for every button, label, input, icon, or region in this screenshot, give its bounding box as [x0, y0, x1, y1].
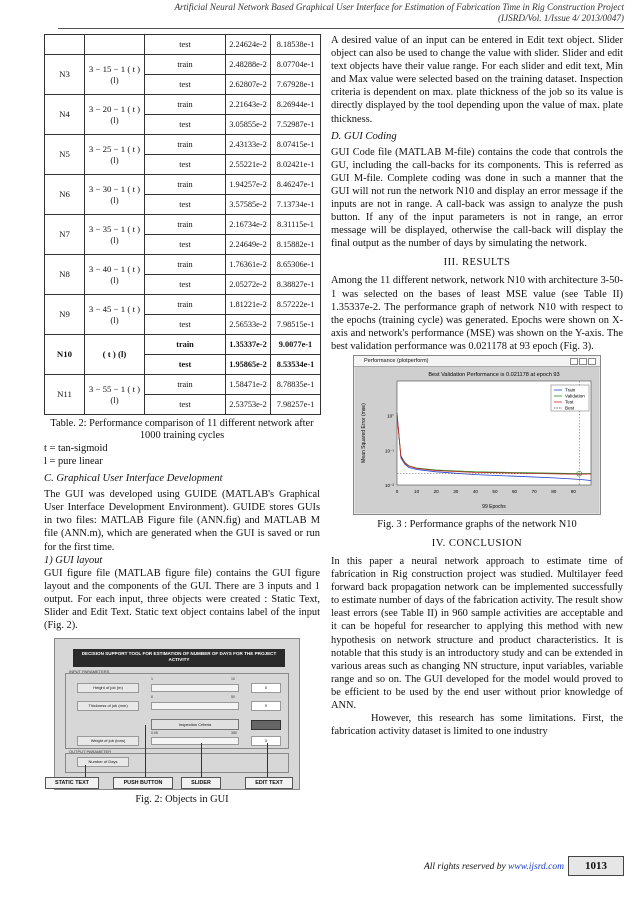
arrow-push-button: [145, 725, 146, 779]
static-text-days: Number of Days: [77, 757, 129, 767]
cell-r: 8.46247e-1: [271, 175, 321, 195]
legend-entry: Test: [565, 399, 574, 405]
slider-1-min: 1: [151, 677, 153, 682]
table-row: [45, 215, 321, 235]
results-text: Among the 11 different network, network N10 with architecture 3-50-1 was selected on the bases of least MSE value (see Table II) 1.35337e-2. The performance graph of network N10 with respect to the epochs (training cycle) was generated. Epochs were shown on X-axis and network's performance (MSE) was shown on the Y-axis. The best validation performance was 0.021178 at 93 epoch (Fig. 3).: [331, 275, 623, 352]
static-text-height: Height of job (m): [77, 683, 139, 693]
inspection-criteria-display: [251, 720, 281, 730]
network-architecture: ( t ) (l): [85, 335, 145, 375]
plot-window-title: Performance (plotperform): [354, 356, 600, 367]
cell-r: 8.31115e-1: [271, 215, 321, 235]
legend-note-l: l = pure linear: [44, 456, 103, 468]
annotation-static-text: STATIC TEXT: [45, 777, 99, 789]
cell-mse: 1.58471e-2: [226, 375, 271, 395]
static-text-thickness: Thickness of job (mm): [77, 701, 139, 711]
slider-2-min: 6: [151, 695, 153, 700]
x-tick-label: 70: [531, 488, 537, 494]
arrow-slider: [201, 743, 202, 779]
cell-r: 8.65306e-1: [271, 255, 321, 275]
edit-text-weight[interactable]: 0: [251, 736, 281, 746]
x-tick-label: 80: [551, 488, 557, 494]
cell-set: test: [145, 315, 226, 335]
close-icon[interactable]: [588, 358, 596, 365]
slider-3-min: 0.05: [151, 731, 158, 736]
cell-mse: 3.57585e-2: [226, 195, 271, 215]
conclusion-heading: IV. CONCLUSION: [431, 537, 523, 549]
x-tick-label: 10: [414, 488, 420, 494]
table-row: [45, 95, 321, 115]
network-name: N4: [45, 95, 85, 135]
output-parameter-label: OUTPUT PARAMETER: [69, 749, 112, 755]
performance-table: [44, 34, 321, 415]
cell-mse: 2.24649e-2: [226, 235, 271, 255]
x-tick-label: 20: [433, 488, 439, 494]
annotation-push-button: PUSH BUTTON: [113, 777, 173, 789]
network-architecture: 3 − 40 − 1 ( t ) (l): [85, 255, 145, 295]
cell-mse: 2.24624e-2: [226, 35, 271, 55]
cell-set: train: [145, 255, 226, 275]
cell-mse: 2.16734e-2: [226, 215, 271, 235]
cell-r: 8.07415e-1: [271, 135, 321, 155]
cell-mse: 2.21643e-2: [226, 95, 271, 115]
footer-link[interactable]: www.ijsrd.com: [508, 862, 564, 872]
cell-r: 7.98515e-1: [271, 315, 321, 335]
x-tick-label: 40: [472, 488, 478, 494]
network-architecture: 3 − 30 − 1 ( t ) (l): [85, 175, 145, 215]
legend-entry: Best: [565, 405, 575, 411]
network-architecture: 3 − 45 − 1 ( t ) (l): [85, 295, 145, 335]
x-tick-label: 90: [570, 488, 576, 494]
cell-set: train: [145, 295, 226, 315]
chart-title: Best Validation Performance is 0.021178 at epoch 93: [428, 371, 560, 378]
network-name: N3: [45, 55, 85, 95]
right-column: [331, 34, 623, 738]
slider-height[interactable]: [151, 684, 239, 692]
cell-r: 7.13734e-1: [271, 195, 321, 215]
network-name: N6: [45, 175, 85, 215]
cell-mse: 2.62807e-2: [226, 75, 271, 95]
cell-mse: 2.55221e-2: [226, 155, 271, 175]
edit-text-height[interactable]: 0: [251, 683, 281, 693]
cell-r: 9.0077e-1: [271, 335, 321, 355]
network-name: N7: [45, 215, 85, 255]
cell-r: 8.18538e-1: [271, 35, 321, 55]
fig3-caption: Fig. 3 : Performance graphs of the network N10: [377, 518, 577, 530]
cell-set: test: [145, 35, 226, 55]
table-row: [45, 135, 321, 155]
gui-figure: [54, 638, 300, 790]
table-row: [45, 335, 321, 355]
arrow-edit-text: [267, 743, 268, 779]
table-row: [45, 255, 321, 275]
y-tick-label: 10°: [387, 413, 394, 419]
network-name: N9: [45, 295, 85, 335]
cell-mse: 2.48288e-2: [226, 55, 271, 75]
cell-set: test: [145, 275, 226, 295]
edit-text-thickness[interactable]: 0: [251, 701, 281, 711]
cell-r: 8.15882e-1: [271, 235, 321, 255]
gui-layout-heading: 1) GUI layout: [44, 554, 103, 566]
section-d-text: GUI Code file (MATLAB M-file) contains the code that controls the GU, including the call-backs for its components. This is referred as GUI M-file. Complete coding was done in such a manner that the GUI will not run the network N10 and display an error message if the inputs are not in range. A call-back was assign to analyze the push button. If any of the input parameters is not in range, an error message will be displayed, otherwise the call-back will display the final output as the number of days by simulating the network.: [331, 146, 623, 250]
table-row: [45, 35, 321, 55]
performance-chart: [355, 367, 599, 513]
network-architecture: 3 − 35 − 1 ( t ) (l): [85, 215, 145, 255]
cell-set: train: [145, 335, 226, 355]
gui-layout-text: GUI figure file (MATLAB figure file) contains the GUI figure layout and the components of the GUI. There are 3 inputs and 1 output. For each input, three objects were created : Static Text, Slider and Edit Text. Static text object contains label of the input (Fig. 2).: [44, 567, 320, 632]
cell-r: 8.02421e-1: [271, 155, 321, 175]
slider-3-max: 350: [231, 731, 237, 736]
network-name: N5: [45, 135, 85, 175]
network-architecture: 3 − 55 − 1 ( t ) (l): [85, 375, 145, 415]
fig2-caption: Fig. 2: Objects in GUI: [135, 794, 229, 806]
cell-mse: 2.05272e-2: [226, 275, 271, 295]
slider-2-max: 50: [231, 695, 235, 700]
network-name: N8: [45, 255, 85, 295]
cell-mse: 1.35337e-2: [226, 335, 271, 355]
cell-mse: 1.95865e-2: [226, 355, 271, 375]
cell-r: 8.07704e-1: [271, 55, 321, 75]
cell-set: train: [145, 175, 226, 195]
cell-set: train: [145, 375, 226, 395]
cell-set: test: [145, 355, 226, 375]
y-tick-label: 10⁻¹: [384, 448, 394, 454]
cell-set: test: [145, 235, 226, 255]
section-d-heading: D. GUI Coding: [331, 130, 397, 142]
cell-mse: 1.76361e-2: [226, 255, 271, 275]
cell-set: test: [145, 155, 226, 175]
table-row: [45, 295, 321, 315]
x-tick-label: 60: [512, 488, 518, 494]
left-column: [44, 34, 320, 806]
plot-area: [355, 367, 599, 513]
input-parameters-label: INPUT PARAMETERS: [69, 669, 110, 675]
footer-text: All rights reserved by: [423, 862, 509, 872]
cell-mse: 2.43133e-2: [226, 135, 271, 155]
network-name: N10: [45, 335, 85, 375]
gui-title-bar: DECISION SUPPORT TOOL FOR ESTIMATION OF NUMBER OF DAYS FOR THE PROJECT ACTIVITY: [73, 649, 285, 667]
x-tick-label: 50: [492, 488, 498, 494]
cell-set: test: [145, 195, 226, 215]
table-row: [45, 55, 321, 75]
section-c-text: The GUI was developed using GUIDE (MATLAB's Graphical User Interface Development Environment). GUIDE stores GUIs in two files: MATLAB Figure file (ANN.fig) and MATLAB M file (ANN.m), which are generated when the GUI is saved or run for the first time.: [44, 489, 320, 553]
network-name: [45, 35, 85, 55]
network-architecture: 3 − 15 − 1 ( t ) (l): [85, 55, 145, 95]
slider-weight[interactable]: [151, 737, 239, 745]
legend-entry: Train: [565, 387, 576, 393]
header-rule: [58, 28, 624, 29]
footer-rights: [424, 862, 564, 872]
cell-set: train: [145, 55, 226, 75]
cell-r: 8.78835e-1: [271, 375, 321, 395]
cell-mse: 1.94257e-2: [226, 175, 271, 195]
cell-r: 8.26944e-1: [271, 95, 321, 115]
cell-mse: 2.53753e-2: [226, 395, 271, 415]
cell-set: test: [145, 75, 226, 95]
cell-r: 8.53534e-1: [271, 355, 321, 375]
network-architecture: [85, 35, 145, 55]
cell-set: train: [145, 135, 226, 155]
cell-set: test: [145, 395, 226, 415]
network-name: N11: [45, 375, 85, 415]
limitations-text: However, this research has some limitations. First, the fabrication activity dataset is limited to one industry: [331, 713, 623, 738]
cell-r: 8.57222e-1: [271, 295, 321, 315]
header-title: Artificial Neural Network Based Graphical User Interface for Estimation of Fabrication Time in Rig Construction Project: [174, 2, 624, 12]
performance-table-body: [45, 35, 321, 415]
performance-plot-window: [353, 355, 601, 515]
cell-set: train: [145, 95, 226, 115]
y-tick-label: 10⁻²: [384, 482, 394, 488]
inspection-criteria-button[interactable]: Inspection Criteria: [151, 719, 239, 730]
edit-text-paragraph: A desired value of an input can be entered in Edit text object. Slider object can also be used to change the value with slider. Slider and edit text objects have their value range. For each slider and edit text, Min and Max value were selected based on the training dataset. Inspection criteria is dependent on max. plate thickness of the job so its value is directly displayed by the tool depending upon the value of max. plate thickness.: [331, 35, 623, 125]
legend-note-t: t = tan-sigmoid: [44, 443, 108, 454]
x-axis-label: 99 Epochs: [482, 503, 506, 510]
page-number: 1013: [568, 856, 624, 876]
cell-mse: 3.05855e-2: [226, 115, 271, 135]
conclusion-text: In this paper a neural network approach to estimate time of fabrication in Rig construction project was studied. Multilayer feed forward back propagation network can be implemented successfully to estimate number of days of the fabrication activity. The result show least errors (see Table II) in 960 sample activities are acceptable and it can be hopeful for researcher to applying this method with new hypothesis on network structure and product characteristics. It is notable that this study is an introductory study and can be extended in various areas such as changing NN structure, input variables, variable range and so on. The GUI developed for the model would proved to be efficient to be used by the end user without prior knowledge of ANN.: [331, 555, 623, 711]
cell-r: 7.98257e-1: [271, 395, 321, 415]
x-tick-label: 30: [453, 488, 459, 494]
slider-thickness[interactable]: [151, 702, 239, 710]
minimize-icon[interactable]: [570, 358, 578, 365]
cell-r: 8.38827e-1: [271, 275, 321, 295]
slider-1-max: 10: [231, 677, 235, 682]
y-axis-label: Mean Squared Error (mse): [361, 403, 367, 463]
cell-r: 7.52987e-1: [271, 115, 321, 135]
maximize-icon[interactable]: [579, 358, 587, 365]
x-tick-label: 0: [395, 488, 399, 494]
results-heading: III. RESULTS: [443, 257, 511, 269]
annotation-edit-text: EDIT TEXT: [245, 777, 293, 789]
header-journal: (IJSRD/Vol. 1/Issue 4/ 2013/0047): [497, 13, 624, 23]
table-caption: Table. 2: Performance comparison of 11 different network after 1000 training cycles: [50, 418, 314, 441]
table-row: [45, 175, 321, 195]
table-row: [45, 375, 321, 395]
annotation-slider: SLIDER: [181, 777, 221, 789]
cell-r: 7.67928e-1: [271, 75, 321, 95]
legend-entry: Validation: [565, 393, 585, 399]
network-architecture: 3 − 25 − 1 ( t ) (l): [85, 135, 145, 175]
cell-mse: 2.56533e-2: [226, 315, 271, 335]
section-c-heading: C. Graphical User Interface Development: [44, 473, 223, 485]
cell-set: train: [145, 215, 226, 235]
static-text-weight: Weight of job (tons): [77, 736, 139, 746]
cell-mse: 1.81221e-2: [226, 295, 271, 315]
network-architecture: 3 − 20 − 1 ( t ) (l): [85, 95, 145, 135]
cell-set: test: [145, 115, 226, 135]
